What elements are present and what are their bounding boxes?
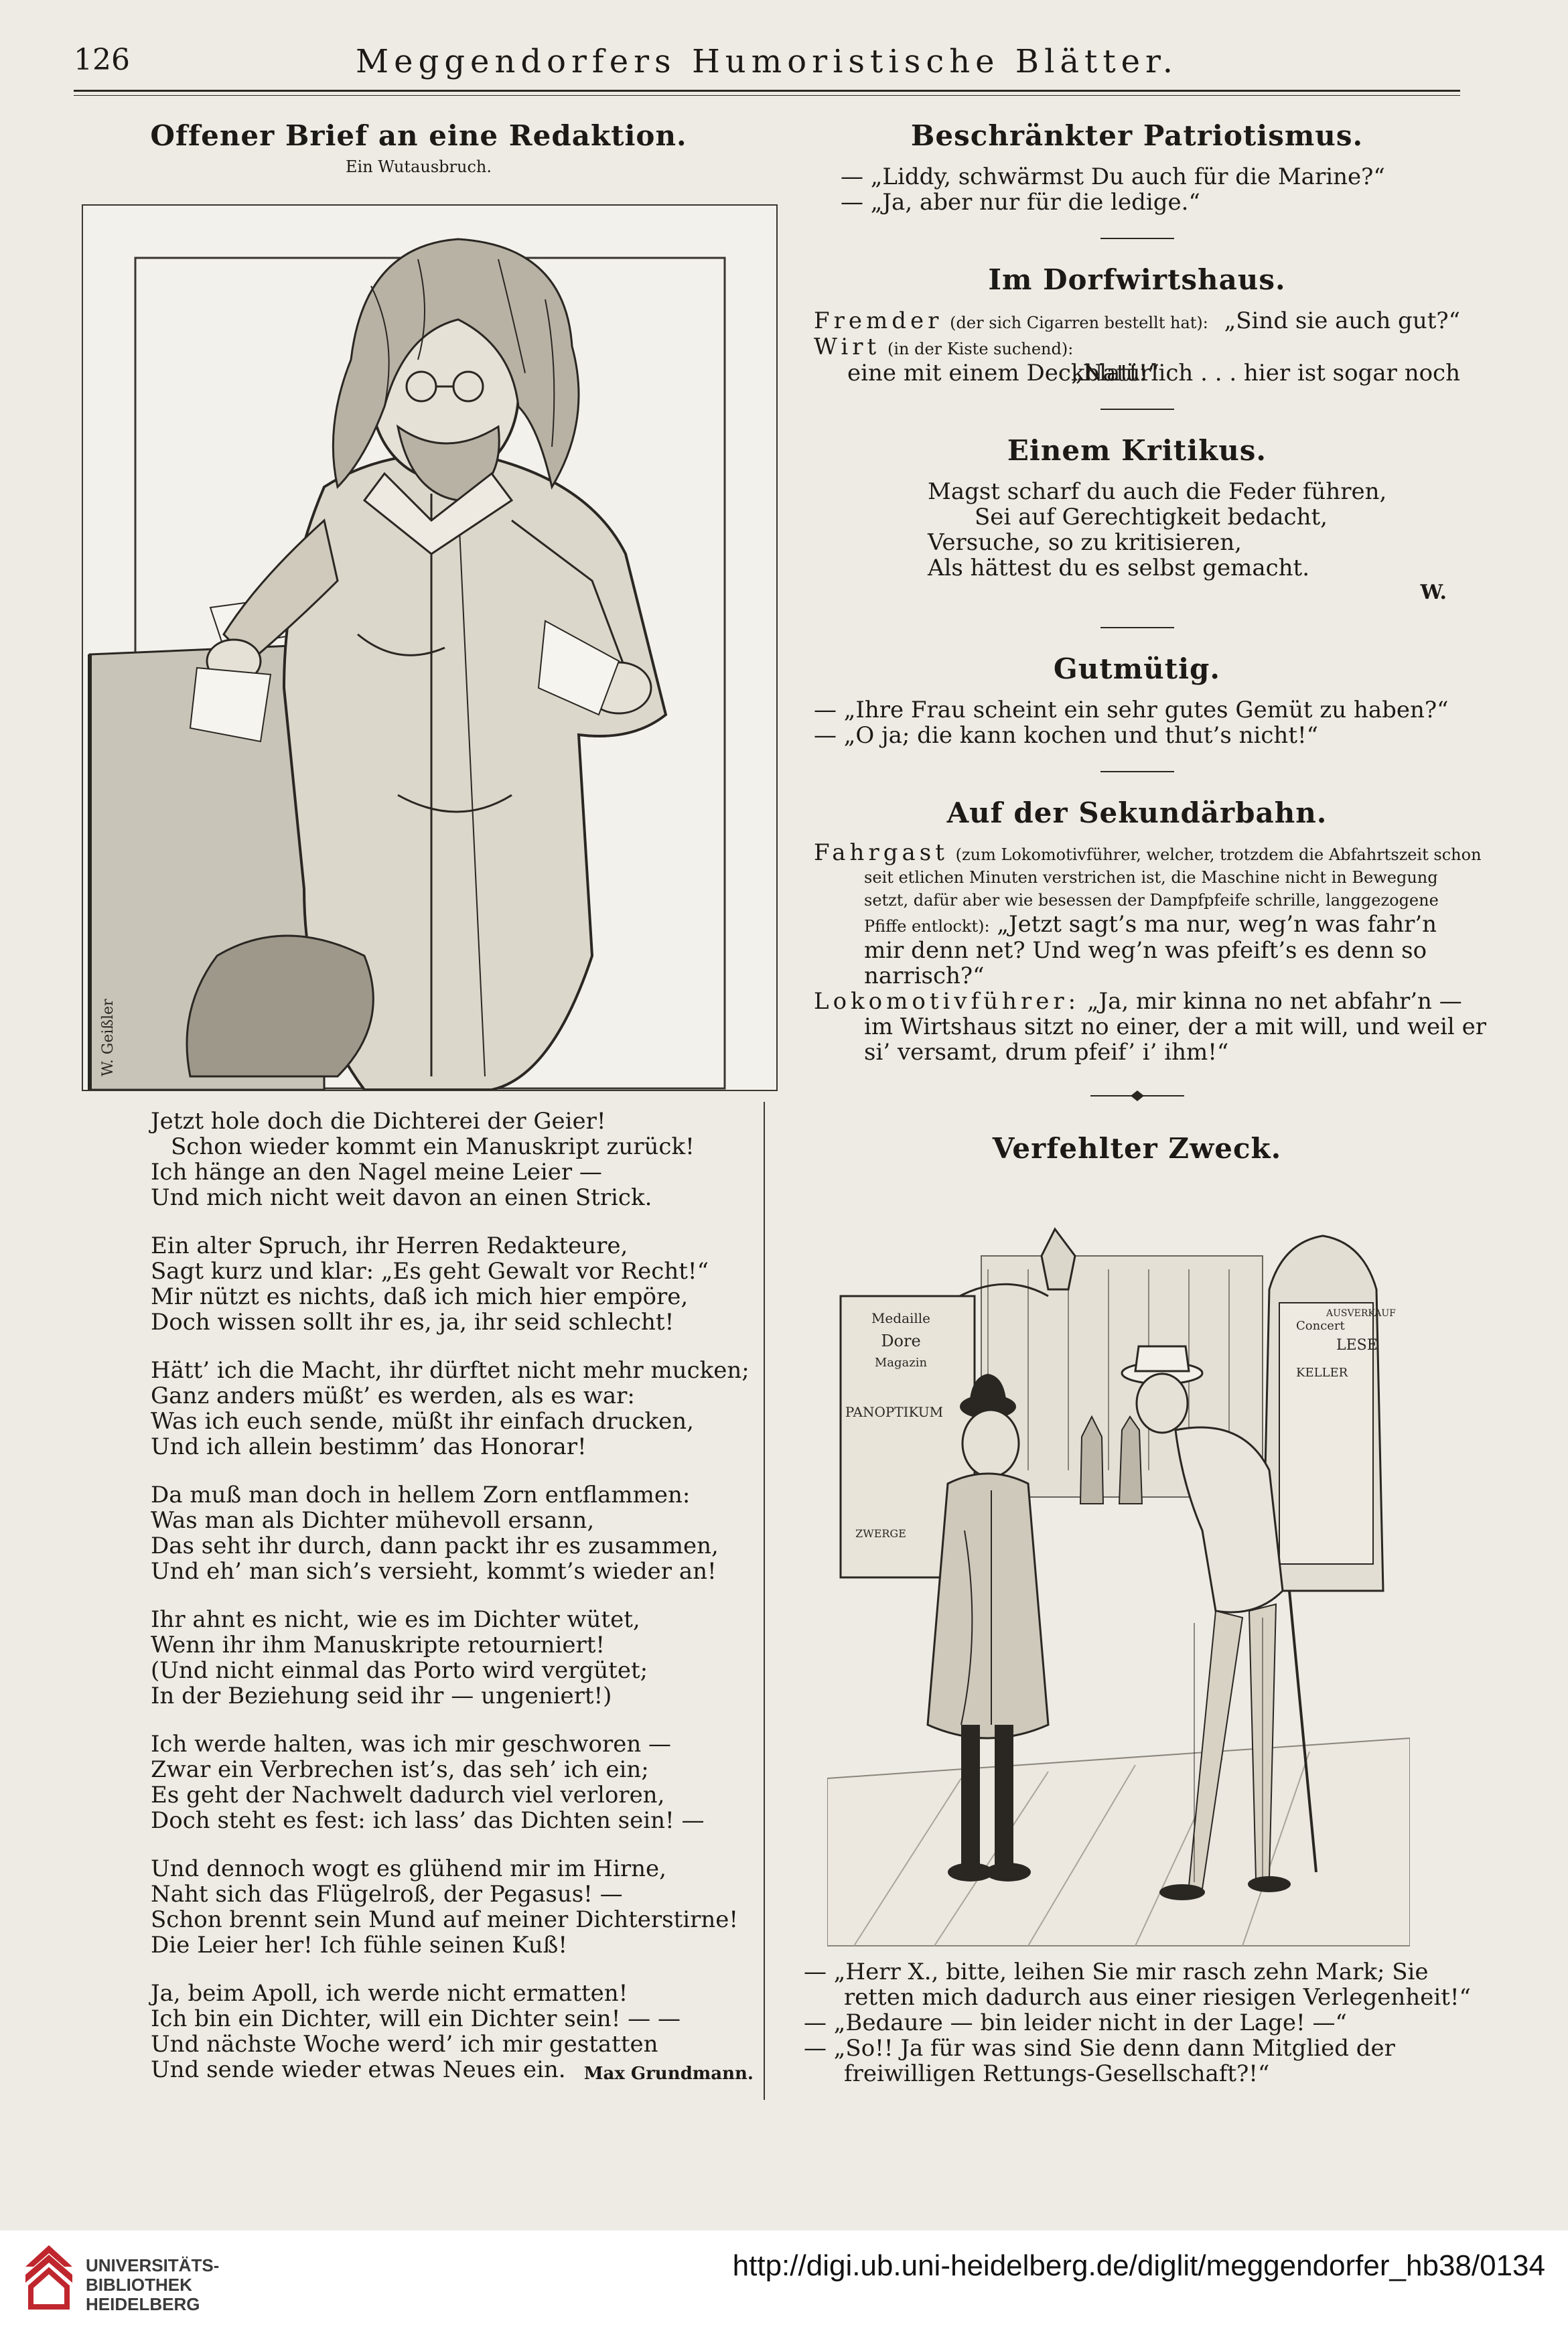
article-gutmuetig [814,652,1460,748]
library-name [86,2256,219,2314]
dialogue-line: — „Ja, aber nur für die ledige.“ [841,189,1200,216]
stanza-5 [151,1607,754,1709]
speech: „Natürlich . . . hier ist sogar noch [1071,360,1460,386]
footer-bar [0,2230,1568,2339]
signature: W. [1420,581,1447,604]
stanza-7 [151,1856,754,1958]
running-header [74,43,1460,83]
stage-note: (in der Kiste suchend): [887,340,1074,358]
poster-text: Magazin [874,1356,928,1370]
artist-signature: W. Geißler [100,999,117,1076]
article-title: Offener Brief an eine Redaktion. [150,119,687,152]
poem-line: Und dennoch wogt es glühend mir im Hirne, [151,1855,666,1882]
dialogue-line: — „Bedaure — bin leider nicht in der Lage! —“ [804,2009,1347,2036]
speech: „Ja, mir kinna no net abfahr’n — [1086,988,1462,1015]
article-title: Verfehlter Zweck. [992,1132,1282,1165]
poem-line: Naht sich das Flügelroß, der Pegasus! — [151,1881,623,1908]
speech: eine mit einem Deckblatt!“ [847,360,1159,386]
dialogue-line: — „So!! Ja für was sind Sie denn dann Mitglied der [804,2035,1395,2062]
separator [1100,409,1174,410]
header-rule-thin [74,95,1460,96]
poem-line: Ich werde halten, was ich mir geschworen — [151,1731,672,1758]
poem-line: Wenn ihr ihm Manuskripte retourniert! [151,1632,605,1658]
stage-note: setzt, dafür aber wie besessen der Dampfpfeife schrille, langgezogene [864,891,1439,910]
speech: im Wirtshaus sitzt no einer, der a mit will, und weil er [864,1013,1486,1040]
speech: „Sind sie auch gut?“ [1224,307,1460,334]
ornament-divider [814,1089,1460,1105]
poem-line: Sei auf Gerechtigkeit bedacht, [975,504,1328,530]
left-article [74,119,764,176]
poem-line: Und ich allein bestimm’ das Honorar! [151,1433,587,1460]
poem-line: Ja, beim Apoll, ich werde nicht ermatten! [151,1980,628,2007]
poem-line: Ihr ahnt es nicht, wie es im Dichter wütet, [151,1606,640,1633]
stanza-4 [151,1482,754,1584]
poem-line: Magst scharf du auch die Feder führen, [928,478,1387,505]
speech: si’ versamt, drum pfeif’ i’ ihm!“ [864,1039,1229,1066]
library-name-line: HEIDELBERG [86,2294,200,2314]
article-sekundaerbahn [814,796,1486,1066]
poem-line: Ganz anders müßt’ es werden, als es war: [151,1383,635,1409]
poem-line: Und sende wieder etwas Neues ein. [151,2056,566,2083]
poem-line: Hätt’ ich die Macht, ihr dürftet nicht mehr mucken; [151,1357,750,1384]
article-title: Auf der Sekundärbahn. [946,796,1328,829]
street-drawing [827,1216,1410,1953]
dialogue-line: — „Herr X., bitte, leihen Sie mir rasch zehn Mark; Sie [804,1959,1429,1985]
poem-line: Doch wissen sollt ihr es, ja, ihr seid schlecht! [151,1309,674,1336]
article-patriotismus [814,119,1460,215]
poster-text: PANOPTIKUM [845,1404,944,1420]
stage-note: (der sich Cigarren bestellt hat): [950,313,1208,332]
article-title: Beschränkter Patriotismus. [910,119,1364,152]
poem-line: Die Leier her! Ich fühle seinen Kuß! [151,1932,568,1959]
poem-line: Sagt kurz und klar: „Es geht Gewalt vor Recht!“ [151,1258,709,1285]
article-dorfwirtshaus [814,263,1460,386]
column-divider [764,1102,765,2100]
author-signature: Max Grundmann. [583,2064,754,2084]
library-logo[interactable] [19,2240,79,2316]
speech: mir denn net? Und weg’n was pfeift’s es denn so [864,937,1427,964]
separator [1100,771,1174,772]
speaker: Fahrgast [814,839,948,866]
street-illustration [827,1216,1410,1953]
poem-line: Da muß man doch in hellem Zorn entflammen: [151,1482,691,1508]
poem-line: Und eh’ man sich’s versieht, kommt’s wieder an! [151,1558,717,1585]
speaker: Lokomotivführer: [814,988,1080,1015]
article-title: Einem Kritikus. [1007,434,1267,467]
poem-line: Was ich euch sende, müßt ihr einfach drucken, [151,1408,694,1435]
poet-drawing [83,206,776,1090]
poem-line: Ein alter Spruch, ihr Herren Redakteure, [151,1232,628,1259]
separator [1100,627,1174,628]
separator [1100,238,1174,239]
poster-text: LESE [1336,1337,1378,1354]
speaker: Wirt [814,334,881,360]
article-title: Im Dorfwirtshaus. [988,263,1286,296]
poet-illustration [82,204,778,1091]
poster-text: AUSVERKAUF [1326,1308,1396,1319]
page-number: 126 [74,43,130,77]
article-kritikus [814,434,1460,604]
article-zweck [814,1132,1460,1165]
stanza-8 [151,1981,754,2082]
zweck-caption [804,1959,1471,2087]
poem-line: Als hättest du es selbst gemacht. [928,555,1309,581]
dialogue-line: — „Liddy, schwärmst Du auch für die Marine?“ [841,163,1385,190]
poster-text: Concert [1296,1319,1345,1333]
journal-title: Meggendorfers Humoristische Blätter. [356,43,1178,80]
speaker: Fremder [814,307,943,334]
dialogue-line: — „O ja; die kann kochen und thut’s nicht!“ [814,722,1319,749]
poem-line: Schon wieder kommt ein Manuskript zurück! [171,1133,695,1160]
poster-text: Dore [881,1332,921,1350]
ornament-icon [1090,1089,1184,1103]
poem-line: Das seht ihr durch, dann packt ihr es zusammen, [151,1533,719,1559]
poem-line: (Und nicht einmal das Porto wird vergütet; [151,1657,648,1684]
poem-line: Schon brennt sein Mund auf meiner Dichterstirne! [151,1906,739,1933]
stage-note: seit etlichen Minuten verstrichen ist, die Maschine nicht in Bewegung [864,868,1438,887]
library-name-line: BIBLIOTHEK [86,2275,192,2295]
article-subtitle: Ein Wutausbruch. [346,157,492,176]
poem-line: Doch steht es fest: ich lass’ das Dichten sein! — [151,1807,705,1834]
speech: „Jetzt sagt’s ma nur, weg’n was fahr’n [997,911,1437,938]
poem-line: Und nächste Woche werd’ ich mir gestatten [151,2031,658,2058]
poem-line: Es geht der Nachwelt dadurch viel verloren, [151,1782,665,1809]
stage-note: Pfiffe entlockt): [864,917,990,936]
stanza-6 [151,1731,754,1833]
poem-line: Und mich nicht weit davon an einen Strick. [151,1184,652,1211]
poster-text: Medaille [871,1310,931,1326]
poem-line: Versuche, so zu kritisieren, [928,529,1242,556]
article-title: Gutmütig. [1053,652,1221,685]
poster-text: ZWERGE [855,1527,906,1540]
poem-line: Was man als Dichter mühevoll ersann, [151,1507,595,1534]
poem-line: In der Beziehung seid ihr — ungeniert!) [151,1683,612,1709]
poem-line: Ich hänge an den Nagel meine Leier — [151,1159,602,1186]
dialogue-line: retten mich dadurch aus einer riesigen Verlegenheit!“ [844,1984,1471,2011]
stanza-1 [151,1109,754,1210]
poem-line: Jetzt hole doch die Dichterei der Geier! [151,1108,606,1135]
header-rule [74,90,1460,92]
stage-note: (zum Lokomotivführer, welcher, trotzdem die Abfahrtszeit schon [955,845,1482,864]
library-name-line: UNIVERSITÄTS- [86,2255,220,2275]
stanza-2 [151,1233,754,1335]
dialogue-line: freiwilligen Rettungs-Gesellschaft?!“ [844,2060,1270,2087]
poem-line: Mir nützt es nichts, daß ich mich hier empöre, [151,1283,689,1310]
poster-text: KELLER [1296,1366,1348,1380]
dialogue-line: — „Ihre Frau scheint ein sehr gutes Gemüt zu haben?“ [814,697,1449,723]
poem-line: Zwar ein Verbrechen ist’s, das seh’ ich ein; [151,1756,649,1783]
poem-line: Ich bin ein Dichter, will ein Dichter sein! — — [151,2005,681,2032]
stanza-3 [151,1358,754,1460]
speech: narrisch?“ [864,963,985,989]
library-logo-icon [19,2240,79,2314]
right-column [814,119,1486,1165]
source-url-link[interactable]: http://digi.ub.uni-heidelberg.de/diglit/meggendorfer_hb38/0134 [732,2249,1545,2282]
poem [151,1109,754,2082]
